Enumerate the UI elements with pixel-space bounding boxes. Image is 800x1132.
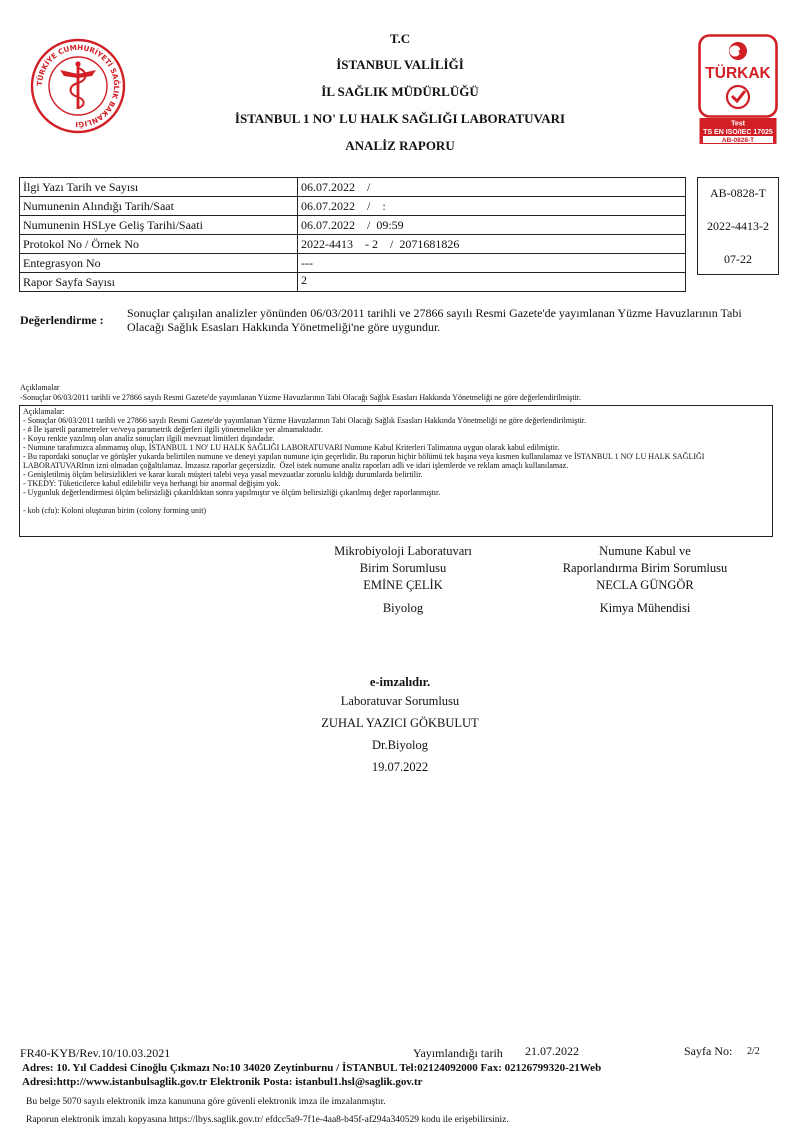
reference-protocol: 2022-4413-2 [707, 219, 769, 233]
explanations-notes-box [19, 405, 773, 537]
reference-accreditation: AB-0828-T [710, 186, 766, 200]
info-key: Numunenin Alındığı Tarih/Saat [20, 197, 298, 216]
signature-left-name: EMİNE ÇELİK [363, 578, 443, 592]
note-line: Açıklamalar: [23, 407, 65, 416]
header-country: T.C [389, 31, 411, 46]
signature-right [530, 543, 760, 617]
signature-left [303, 543, 503, 617]
footer-published-label: Yayımlandığı tarih [413, 1046, 503, 1060]
footer-form-code: FR40-KYB/Rev.10/10.03.2021 [20, 1046, 171, 1060]
reference-box [697, 177, 779, 275]
evaluation-text: Sonuçlar çalışılan analizler yönünden 06/03/2011 tarihli ve 27866 sayılı Resmi Gazete'de yayımlanan Yüzme Havuzlarının Tabi Olacağı Sağlık Esasları Hakkında Yönetmeliği'ne göre uygundur. [127, 306, 742, 334]
header-report-title: ANALİZ RAPORU [345, 138, 455, 153]
note-line: - Sonuçlar 06/03/2011 tarihli ve 27866 sayılı Resmi Gazete'de yayımlanan Yüzme Havuzlarının Tabi Olacağı Sağlık Esasları Hakkında Yönetmeliği ne göre değerlendirilmiştir. [23, 416, 587, 425]
footer-verify-note: Raporun elektronik imzalı kopyasına https://lbys.saglik.gov.tr/ efdcc5a9-7f1e-4aa8-b45f-af294a340529 kodu ile erişebilirsiniz. [26, 1115, 509, 1125]
crescent-star-icon [729, 42, 747, 60]
seal-ring-text: TÜRKİYE CUMHURİYETİ SAĞLIK BAKANLIĞI [34, 42, 122, 130]
explanations-summary [20, 383, 780, 403]
info-value: 06.07.2022 / [298, 178, 686, 197]
info-key: Entegrasyon No [20, 254, 298, 273]
header-laboratory: İSTANBUL 1 NO' LU HALK SAĞLIĞI LABORATUVARI [234, 111, 566, 126]
footer-esign-note: Bu belge 5070 sayılı elektronik imza kanununa göre güvenli elektronik imza ile imzalanmıştır. [26, 1097, 386, 1107]
footer-meta [20, 1046, 780, 1062]
signature-right-unit-line1: Numune Kabul ve [599, 544, 691, 558]
explanations-summary-text: -Sonuçlar 06/03/2011 tarihli ve 27866 sayılı Resmi Gazete'de yayımlanan Yüzme Havuzlarının Tabi Olacağı Sağlık Esasları Hakkında Yönetmeliği ne göre değerlendirilmiştir. [20, 393, 582, 402]
turkak-code: AB-0828-T [721, 137, 755, 144]
info-row [20, 216, 686, 235]
info-row [20, 235, 686, 254]
signature-main-name: ZUHAL YAZICI GÖKBULUT [321, 716, 479, 730]
signature-right-unit-line2: Raporlandırma Birim Sorumlusu [562, 561, 728, 575]
turkak-name: TÜRKAK [705, 65, 771, 82]
info-value: --- [298, 254, 686, 273]
signature-left-unit-line2: Birim Sorumlusu [359, 561, 447, 575]
note-line [23, 497, 769, 506]
info-value: 06.07.2022 / : [298, 197, 686, 216]
info-row [20, 178, 686, 197]
signature-main-esign: e-imzalıdır. [369, 675, 431, 689]
note-line: - # İle işaretli parametreler ve/veya parametrik değerleri ilgili yönetmelikte yer almamaktadır. [23, 425, 323, 434]
header-governorship: İSTANBUL VALİLİĞİ [336, 57, 464, 72]
info-value: 2022-4413 - 2 / 2071681826 [298, 235, 686, 254]
turkak-accreditation-logo [698, 34, 778, 146]
explanations-summary-title: Açıklamalar [20, 383, 60, 392]
signature-left-title: Biyolog [382, 601, 424, 615]
signature-main-title: Dr.Biyolog [372, 738, 428, 752]
footer-web-email: Adresi:http://www.istanbulsaglik.gov.tr Elektronik Posta: istanbul1.hsl@saglik.gov.tr [22, 1076, 423, 1088]
signature-left-unit-line1: Mikrobiyoloji Laboratuvarı [334, 544, 472, 558]
footer-address: Adres: 10. Yıl Caddesi Cinoğlu Çıkmazı No:10 34020 Zeytinburnu / İSTANBUL Tel:02124092000 Fax: 02126799320-21Web [22, 1062, 602, 1074]
info-value: 2 [298, 273, 686, 292]
signature-main-role: Laboratuvar Sorumlusu [340, 694, 460, 708]
footer-published-date: 21.07.2022 [525, 1044, 579, 1058]
info-row [20, 273, 686, 292]
info-row [20, 254, 686, 273]
signature-right-name: NECLA GÜNGÖR [596, 578, 694, 592]
footer-page-value: 2/2 [747, 1046, 760, 1057]
turkak-standard: TS EN ISO/IEC 17025 [703, 129, 773, 136]
info-key: Protokol No / Örnek No [20, 235, 298, 254]
turkak-test-label: Test [731, 120, 745, 128]
sample-info-table [19, 177, 686, 292]
note-line: - TKEDY: Tüketicilerce kabul edilebilir veya herhangi bir anormal değişim yok. [23, 479, 281, 488]
note-line: - Bu rapordaki sonuçlar ve görüşler yukarda belirtilen numune ve deneyi yapılan numune için geçerlidir. Bu raporun hiçbir bölümü tek başına veya kısmen kullanılamaz ve İSTANBUL 1 NO' LU HALK SAĞLIĞI LABORATUVARInın izni olmadan çoğaltılamaz. İmzasız raporlar geçersizdir. Özel istek numune analiz raporları adli ve idari işlemlerde ve reklam amaçlı kullanılamaz. [23, 452, 707, 470]
info-key: Rapor Sayfa Sayısı [20, 273, 298, 292]
reference-period: 07-22 [724, 252, 752, 266]
note-line: - Uygunluk değerlendirmesi ölçüm belirsizliği çıkarıldıktan sonra yapılmıştır ve ölçüm belirsizliği çıkarılmış değer raporlanmıştır. [23, 488, 441, 497]
note-line: - Koyu renkte yazılmış olan analiz sonuçları ilgili mevzuat limitleri dışındadır. [23, 434, 275, 443]
note-line: - Numune tarafımızca alınmamış olup, İSTANBUL 1 NO' LU HALK SAĞLIĞI LABORATUVARI Numune Kabul Kriterleri Talimatına uygun olarak kabul edilmiştir. [23, 443, 560, 452]
header-directorate: İL SAĞLIK MÜDÜRLÜĞÜ [321, 84, 479, 99]
info-row [20, 197, 686, 216]
info-key: İlgi Yazı Tarih ve Sayısı [20, 178, 298, 197]
evaluation-label: Değerlendirme : [20, 313, 104, 327]
note-line: - kob (cfu): Koloni oluşturan birim (colony forming unit) [23, 506, 207, 515]
signature-main-date: 19.07.2022 [371, 760, 429, 774]
signature-main [250, 673, 550, 777]
footer-page-label: Sayfa No: [684, 1044, 733, 1058]
info-value: 06.07.2022 / 09:59 [298, 216, 686, 235]
info-key: Numunenin HSLye Geliş Tarihi/Saati [20, 216, 298, 235]
signature-right-title: Kimya Mühendisi [599, 601, 691, 615]
note-line: - Genişletilmiş ölçüm belirsizlikleri ve karar kuralı müşteri talebi veya yasal mevzuatlar zorunlu kıldığı durumlarda belirtilir. [23, 470, 423, 479]
